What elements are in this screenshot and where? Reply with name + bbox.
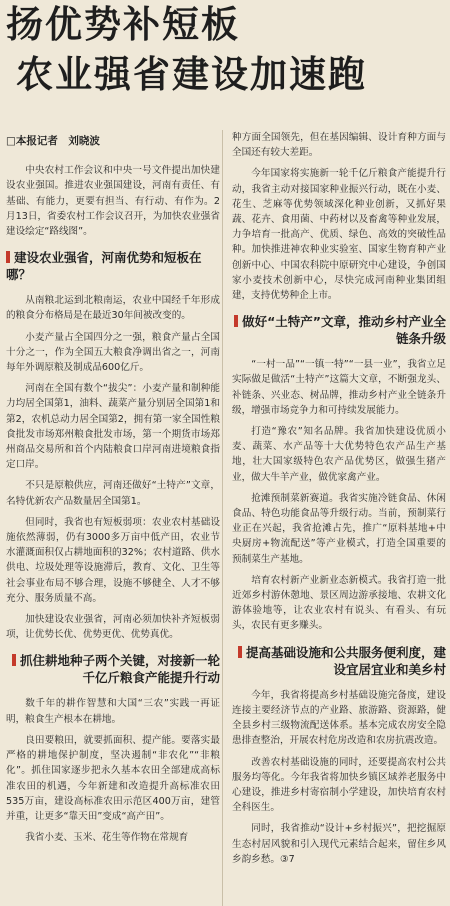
paragraph: 河南在全国有数个“拔尖”：小麦产量和制种能力均居全国第1，油料、蔬菜产量分别居全国第1和第2，农机总动力居全国第2，拥有第一家全国性粮食批发市场郑州粮食批发市场，第一个期货市场郑州商品交易所和首个内陆粮食口岸河南进境粮食指定口岸。 [6, 383, 220, 471]
section-title-1 [6, 249, 220, 283]
paragraph: 抢滩预制菜新赛道。我省实施冷链食品、休闲食品、特色功能食品等升级行动。当前，预制菜行业正在兴起，我省抢滩占先，推广“原料基地+中央厨房+物流配送”等产业模式，打造全国重要的预制菜生产基地。 [232, 492, 446, 565]
paragraph: 数千年的耕作智慧和大国“三农”实践一再证明，粮食生产根本在耕地。 [6, 698, 220, 725]
section-marker-icon [6, 251, 10, 263]
paragraph: 小麦产量占全国四分之一强，粮食产量占全国十分之一，作为全国五大粮食净调出省之一，河南每年外调原粮及制成品600亿斤。 [6, 331, 220, 374]
paragraph: 打造“豫农”知名品牌。我省加快建设优质小麦、蔬菜、水产品等十大优势特色农产品生产基地，壮大国家级特色农产品优势区，做强生猪产业，做大牛羊产业，做优家禽产业。 [232, 426, 446, 483]
section-title-3 [232, 313, 446, 347]
headline-line-2: 农业强省建设加速跑 [16, 52, 367, 96]
paragraph: 加快建设农业强省，河南必须加快补齐短板弱项，让优势长优、优势更优、优势真优。 [6, 614, 220, 641]
paragraph: 从南粮北运到北粮南运，农业中国经千年形成的粮食分布格局是在最近30年间被改变的。 [6, 295, 220, 322]
section-title-3-text: 做好“土特产”文章，推动乡村产业全链条升级 [242, 314, 446, 347]
section-title-1-text: 建设农业强省，河南优势和短板在哪？ [6, 250, 202, 283]
headline [6, 0, 446, 100]
paragraph: 今年，我省将提高乡村基础设施完备度，建设连接主要经济节点的产业路、旅游路、资源路，健全县乡村三级物流配送体系。基本完成农房安全隐患排查整治，开展农村危房改造和农房抗震改造。 [232, 689, 446, 747]
paragraph: “一村一品”“一镇一特”“一县一业”，我省立足实际做足做活“土特产”这篇大文章，不断强龙头、补链条、兴业态、树品牌，推动乡村产业全链条升级，增强市场竞争力和可持续发展能力。 [232, 359, 446, 416]
section-marker-icon [12, 654, 16, 666]
paragraph: 我省小麦、玉米、花生等作物在常规育 [25, 832, 189, 844]
intro-paragraph: 中央农村工作会议和中央一号文件提出加快建设农业强国。推进农业强国建设，河南有责任、有基础、有能力，更要有担当、有行动、有作为。2月13日，省委农村工作会议召开，为加快农业强省建设绘定“路线图”。 [6, 165, 220, 238]
left-column [6, 134, 220, 851]
paragraph: 种方面全国领先，但在基因编辑、设计育种方面与全国还有较大差距。 [232, 132, 446, 159]
byline: □本报记者 刘晓波 [6, 135, 100, 147]
paragraph: 同时，我省推动“设计+乡村振兴”，把挖掘原生态村居风貌和引入现代元素结合起来，留住乡风乡韵乡愁。③7 [232, 823, 446, 865]
paragraph: 改善农村基础设施的同时，还要提高农村公共服务均等化。今年我省将加快乡镇区域养老服务中心建设，推进乡村寄宿制小学建设，加快培育农村全科医生。 [232, 756, 446, 814]
paragraph: 不只是原粮供应，河南还做好“土特产”文章，名特优新农产品数量居全国第1。 [6, 480, 220, 507]
paragraph: 但同时，我省也有短板弱项：农业农村基础设施依然薄弱，仍有3000多万亩中低产田，农业节水灌溉面积仅占耕地面积的32%；农村道路、供水供电、垃圾处理等设施滞后，教育、文化、卫生等社会事业布局不够合理，设施不够健全、人才不够充分、服务质量不高。 [6, 516, 220, 604]
section-title-2 [6, 652, 220, 686]
section-title-4-text: 提高基础设施和公共服务便利度，建设宜居宜业和美乡村 [245, 644, 446, 677]
paragraph: 良田要粮田，就要抓面积、提产能。要落实最严格的耕地保护制度，坚决遏制“非农化”“非粮化”。抓住国家逐步把永久基本农田全部建成高标准农田的机遇，今年新建和改造提升高标准农田535万亩，建设高标准农田示范区400万亩，建管并重，让更多“靠天田”变成“高产田”。 [6, 734, 220, 822]
right-column [232, 130, 446, 873]
section-title-2-text: 抓住耕地种子两个关键，对接新一轮千亿斤粮食产能提升行动 [19, 653, 220, 686]
section-title-4 [232, 644, 446, 678]
paragraph: 今年国家将实施新一轮千亿斤粮食产能提升行动，我省主动对接国家种业振兴行动，既在小麦、花生、芝麻等优势领域深化种业创新，又抓好果蔬、花卉、食用菌、中药材以及畜禽等种业发展，力争培育一批高产、优质、绿色、高效的突破性品种。加快推进神农种业实验室、国家生物育种产业创新中心、中国农科院中原研究中心建设，争创国家小麦技术创新中心，尽快完成河南种业集团组建，支持优势种企上市。 [232, 168, 446, 302]
section-marker-icon [238, 646, 242, 658]
headline-line-1: 扬优势补短板 [6, 2, 240, 46]
section-marker-icon [234, 315, 238, 327]
paragraph: 培育农村新产业新业态新模式。我省打造一批近郊乡村游休憩地、景区周边游承接地、农耕文化游体验地等，让农业农村有说头、有看头、有玩头，农民有更多赚头。 [232, 574, 446, 632]
column-divider [222, 130, 223, 906]
